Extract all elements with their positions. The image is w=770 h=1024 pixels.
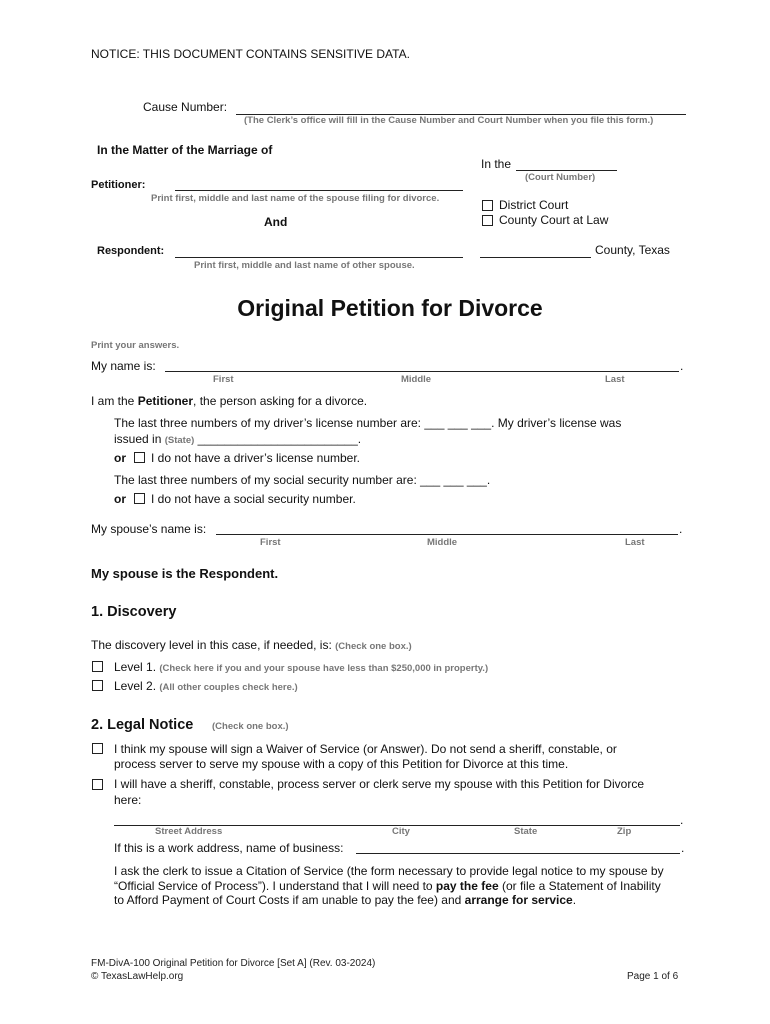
petitioner-label: Petitioner:	[91, 179, 146, 191]
district-court-checkbox[interactable]	[482, 200, 493, 211]
respondent-label: Respondent:	[97, 245, 165, 257]
discovery-intro: The discovery level in this case, if needed, is: (Check one box.)	[91, 638, 412, 652]
respondent-name-field[interactable]	[175, 257, 463, 258]
my-name-last-hint: Last	[605, 374, 625, 385]
county-name-field[interactable]	[480, 257, 591, 258]
document-title: Original Petition for Divorce	[237, 295, 543, 321]
zip-hint: Zip	[617, 826, 632, 837]
my-name-label: My name is:	[91, 359, 156, 373]
my-name-first-hint: First	[213, 374, 234, 385]
petitioner-statement: I am the Petitioner, the person asking for a divorce.	[91, 394, 368, 408]
serve-line1: I will have a sheriff, constable, process server or clerk serve my spouse with this Petition for Divorce	[114, 777, 644, 791]
in-the-label: In the	[481, 157, 512, 171]
business-name-field[interactable]	[356, 853, 680, 854]
waiver-line1: I think my spouse will sign a Waiver of Service (or Answer). Do not send a sheriff, constable, or	[114, 742, 617, 756]
county-court-label: County Court at Law	[499, 213, 609, 227]
my-name-field[interactable]	[165, 371, 679, 372]
drivers-license-line: The last three numbers of my driver’s license number are: ___ ___ ___. My driver’s license was	[114, 416, 622, 430]
no-ssn-checkbox[interactable]	[134, 493, 145, 504]
citation-line3: to Afford Payment of Court Costs if am unable to pay the fee) and arrange for service.	[114, 893, 577, 907]
citation-line1: I ask the clerk to issue a Citation of Service (the form necessary to provide legal notice to my spouse by	[114, 864, 664, 878]
spouse-name-period: .	[679, 522, 683, 536]
serve-line2: here:	[114, 793, 142, 807]
county-court-checkbox[interactable]	[482, 215, 493, 226]
business-name-period: .	[681, 841, 685, 855]
spouse-last-hint: Last	[625, 537, 645, 548]
spouse-name-label: My spouse’s name is:	[91, 522, 207, 536]
spouse-first-hint: First	[260, 537, 281, 548]
sensitive-data-notice: NOTICE: THIS DOCUMENT CONTAINS SENSITIVE DATA.	[91, 47, 410, 61]
no-ssn-label: I do not have a social security number.	[151, 492, 356, 506]
legal-notice-hint: (Check one box.)	[212, 721, 289, 732]
discovery-level1-label: Level 1. (Check here if you and your spouse have less than $250,000 in property.)	[114, 660, 489, 674]
city-hint: City	[392, 826, 410, 837]
spouse-respondent-statement: My spouse is the Respondent.	[91, 566, 279, 581]
petitioner-name-field[interactable]	[175, 190, 463, 191]
state-hint: State	[514, 826, 538, 837]
street-address-hint: Street Address	[155, 826, 223, 837]
copyright: © TexasLawHelp.org	[91, 971, 184, 982]
drivers-license-state-line: issued in (State) ________________________.	[114, 432, 362, 446]
cause-number-note: (The Clerk’s office will fill in the Cause Number and Court Number when you file this form.)	[244, 115, 654, 126]
court-number-field[interactable]	[516, 170, 617, 171]
work-address-label: If this is a work address, name of business:	[114, 841, 344, 855]
page-number: Page 1 of 6	[627, 971, 679, 982]
my-name-middle-hint: Middle	[401, 374, 432, 385]
legal-notice-heading: 2. Legal Notice	[91, 717, 194, 733]
petitioner-hint: Print first, middle and last name of the spouse filing for divorce.	[151, 193, 440, 204]
citation-line2: “Official Service of Process”). I understand that I will need to pay the fee (or file a Statement of Inability	[114, 879, 661, 893]
discovery-level1-checkbox[interactable]	[92, 661, 103, 672]
dl-or-label: or	[114, 451, 126, 465]
discovery-level2-checkbox[interactable]	[92, 680, 103, 691]
waiver-checkbox[interactable]	[92, 743, 103, 754]
no-drivers-license-label: I do not have a driver’s license number.	[151, 451, 361, 465]
serve-spouse-checkbox[interactable]	[92, 779, 103, 790]
and-label: And	[264, 215, 288, 229]
court-number-hint: (Court Number)	[525, 172, 596, 183]
ssn-line: The last three numbers of my social security number are: ___ ___ ___.	[114, 473, 491, 487]
ssn-or-label: or	[114, 492, 126, 506]
print-answers-note: Print your answers.	[91, 340, 180, 351]
no-drivers-license-checkbox[interactable]	[134, 452, 145, 463]
discovery-heading: 1. Discovery	[91, 604, 177, 620]
spouse-name-field[interactable]	[216, 534, 678, 535]
discovery-level2-label: Level 2. (All other couples check here.)	[114, 679, 298, 693]
respondent-hint: Print first, middle and last name of other spouse.	[194, 260, 415, 271]
cause-number-label: Cause Number:	[143, 100, 228, 114]
district-court-label: District Court	[499, 198, 569, 212]
service-address-period: .	[680, 813, 684, 827]
waiver-line2: process server to serve my spouse with a copy of this Petition for Divorce at this time.	[114, 757, 569, 771]
my-name-period: .	[680, 359, 684, 373]
spouse-middle-hint: Middle	[427, 537, 458, 548]
matter-heading: In the Matter of the Marriage of	[97, 143, 273, 157]
county-texas-label: County, Texas	[595, 243, 670, 257]
form-id: FM-DivA-100 Original Petition for Divorce [Set A] (Rev. 03-2024)	[91, 958, 376, 969]
